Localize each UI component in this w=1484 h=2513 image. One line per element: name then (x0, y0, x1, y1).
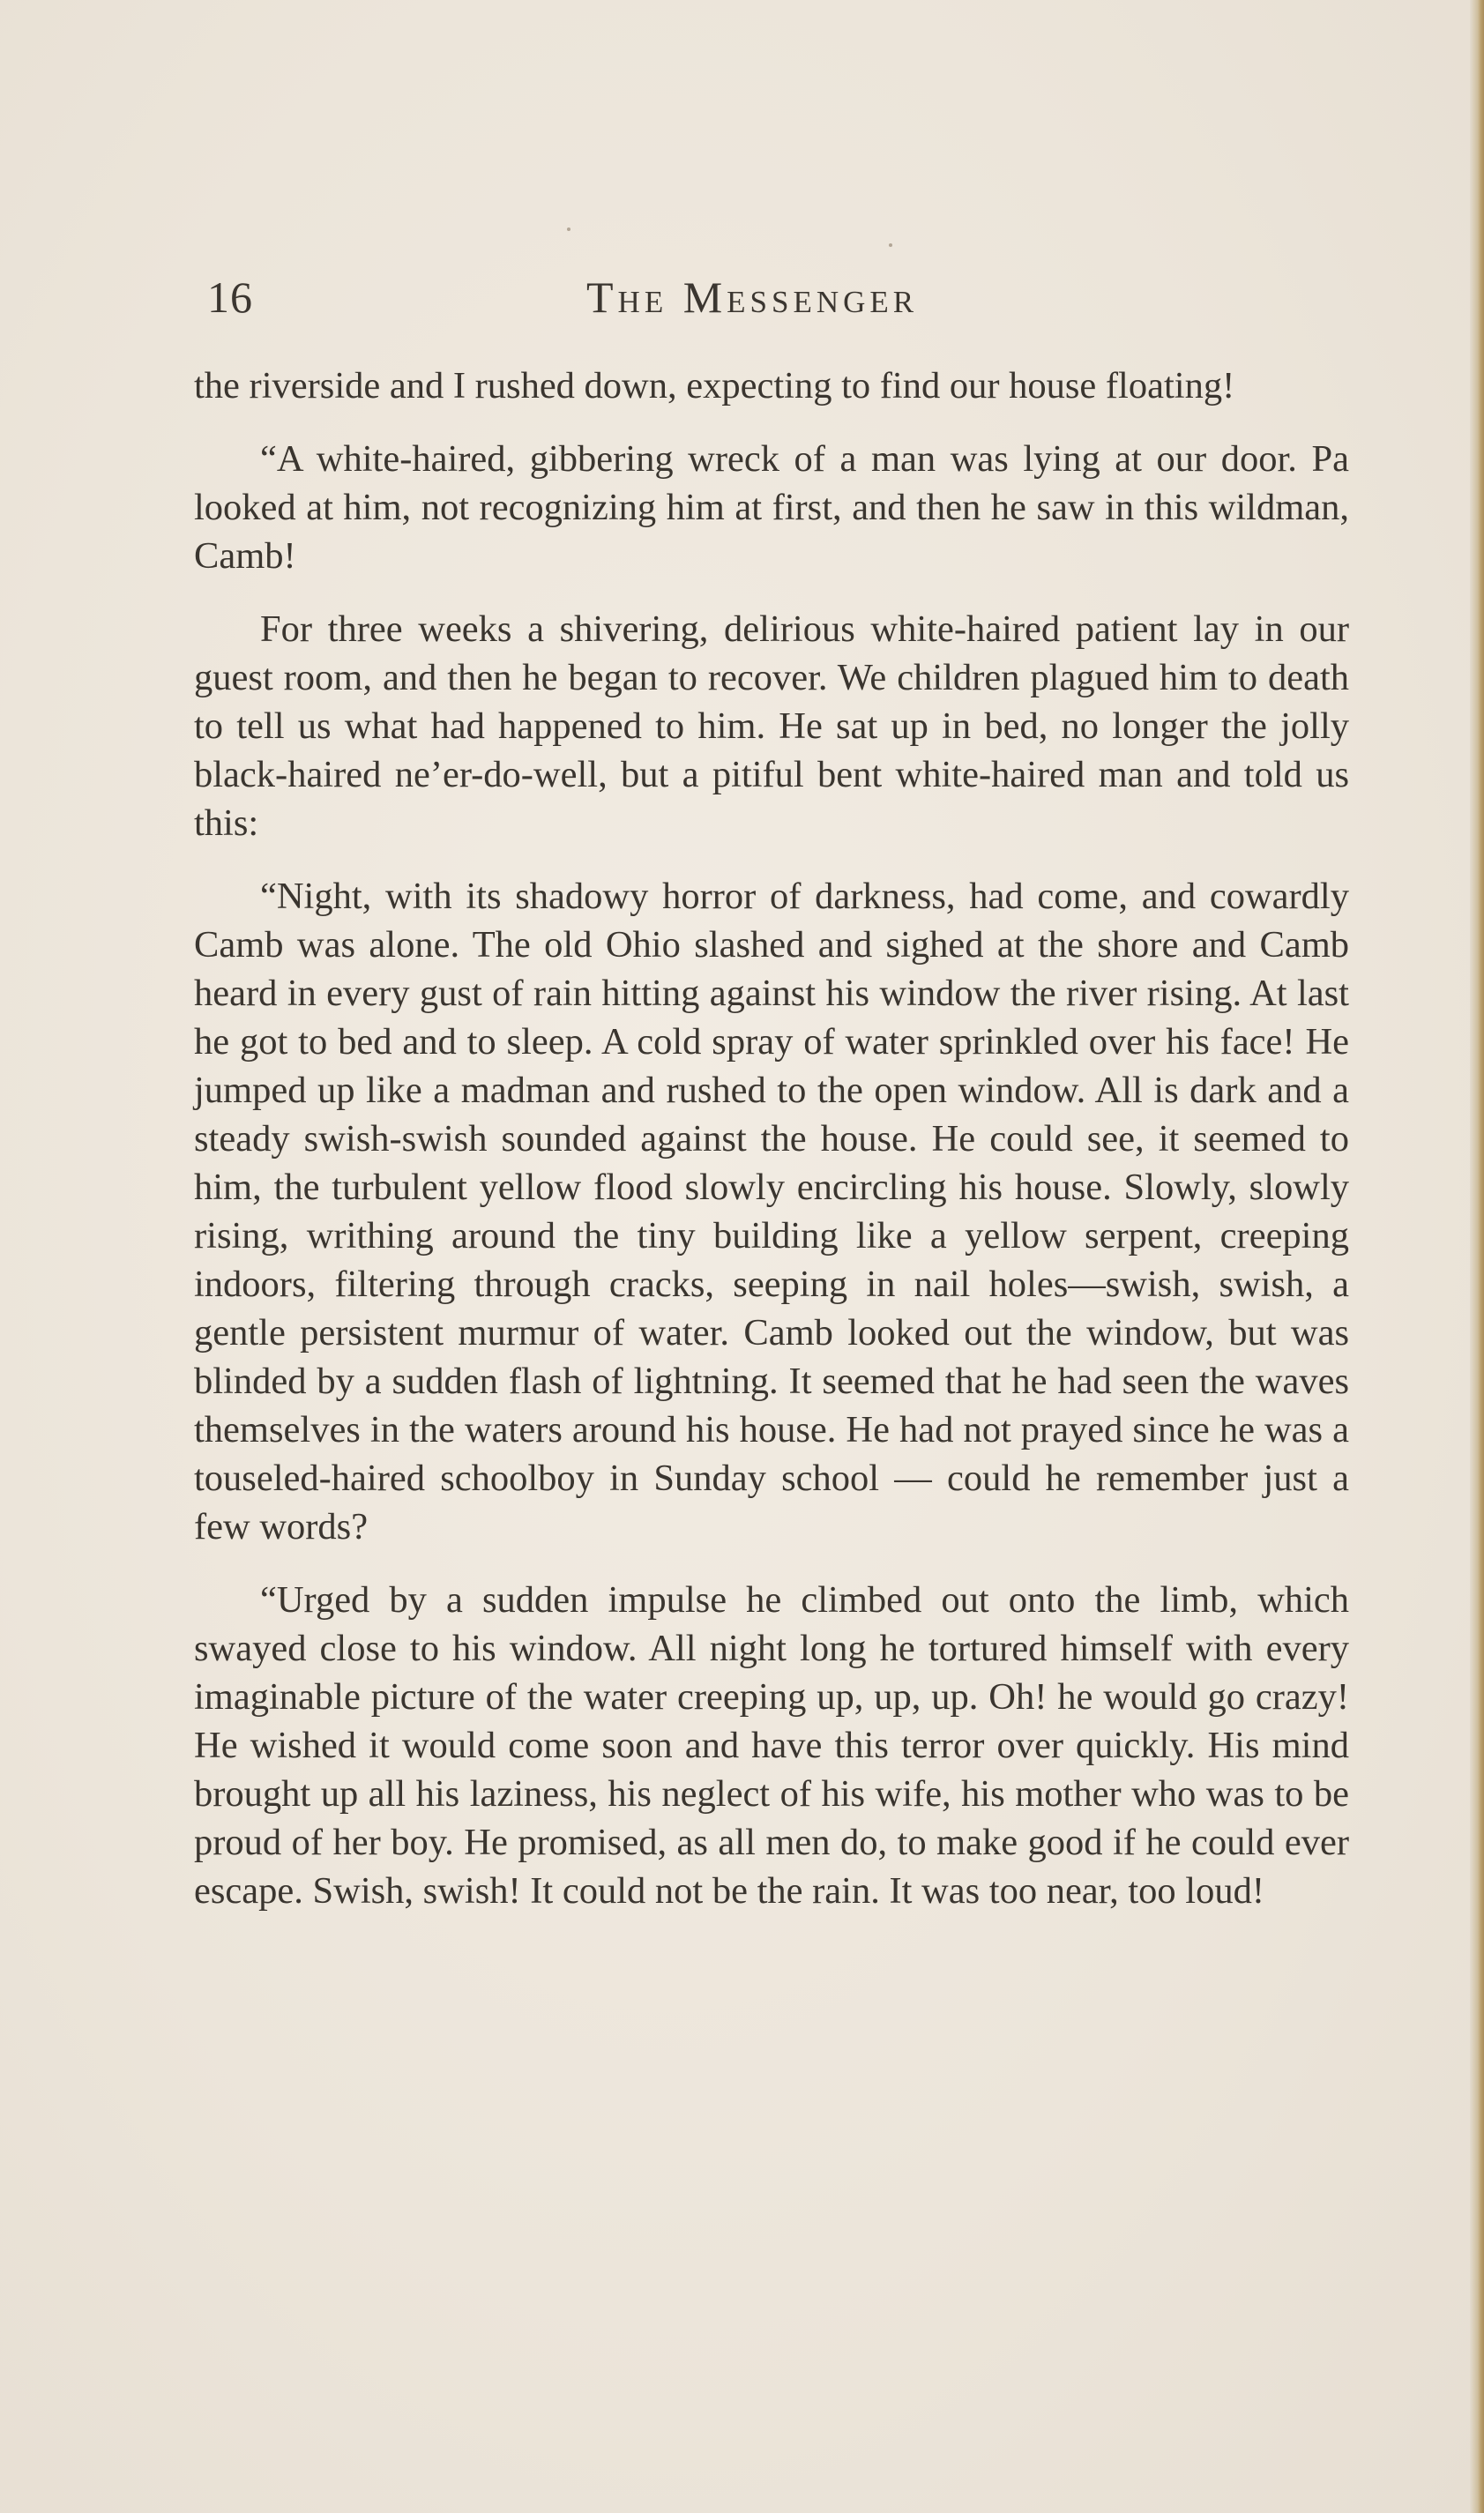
paragraph: “A white-haired, gibbering wreck of a man was lying at our door. Pa looked at him, not recognizing him at first, and then he saw in this wildman, Camb! (194, 438, 1349, 577)
paragraph-continuation: the riverside and I rushed down, expecting to find our house floating! (194, 365, 1235, 406)
journal-title: The Messenger (586, 272, 919, 322)
running-head (207, 265, 1353, 335)
body-text (194, 362, 1349, 1940)
page-number: 16 (207, 272, 253, 322)
paragraph: “Night, with its shadowy horror of darkness, had come, and cowardly Camb was alone. The old Ohio slashed and sighed at the shore and Camb heard in every gust of rain hitting against his window the river rising. At last he got to bed and to sleep. A cold spray of water sprinkled over his face! He jumped up like a madman and rushed to the open window. All is dark and a steady swish-swish sounded against the house. He could see, it seemed to him, the turbulent yellow flood slowly encircling his house. Slowly, slowly rising, writhing around the tiny building like a yellow serpent, creeping indoors, filtering through cracks, seeping in nail holes—swish, swish, a gentle persistent murmur of water. Camb looked out the window, but was blinded by a sudden flash of lightning. It seemed that he had seen the waves themselves in the waters around his house. He had not prayed since he was a touseled-haired schoolboy in Sunday school — could he remember just a few words? (194, 876, 1349, 1547)
page-edge-shadow (1470, 0, 1484, 2513)
paragraph: For three weeks a shivering, delirious white-haired patient lay in our guest room, and then he began to recover. We children plagued him to death to tell us what had happened to him. He sat up in bed, no longer the jolly black-haired ne’er-do-well, but a pitiful bent white-haired man and told us this: (194, 608, 1349, 844)
paragraph: “Urged by a sudden impulse he climbed out onto the limb, which swayed close to his window. All night long he tortured himself with every imaginable picture of the water creeping up, up, up. Oh! he would go crazy! He wished it would come soon and have this terror over quickly. His mind brought up all his laziness, his neglect of his wife, his mother who was to be proud of her boy. He promised, as all men do, to make good if he could ever escape. Swish, swish! It could not be the rain. It was too near, too loud! (194, 1579, 1349, 1912)
print-speck (567, 227, 570, 231)
print-speck (889, 243, 892, 247)
